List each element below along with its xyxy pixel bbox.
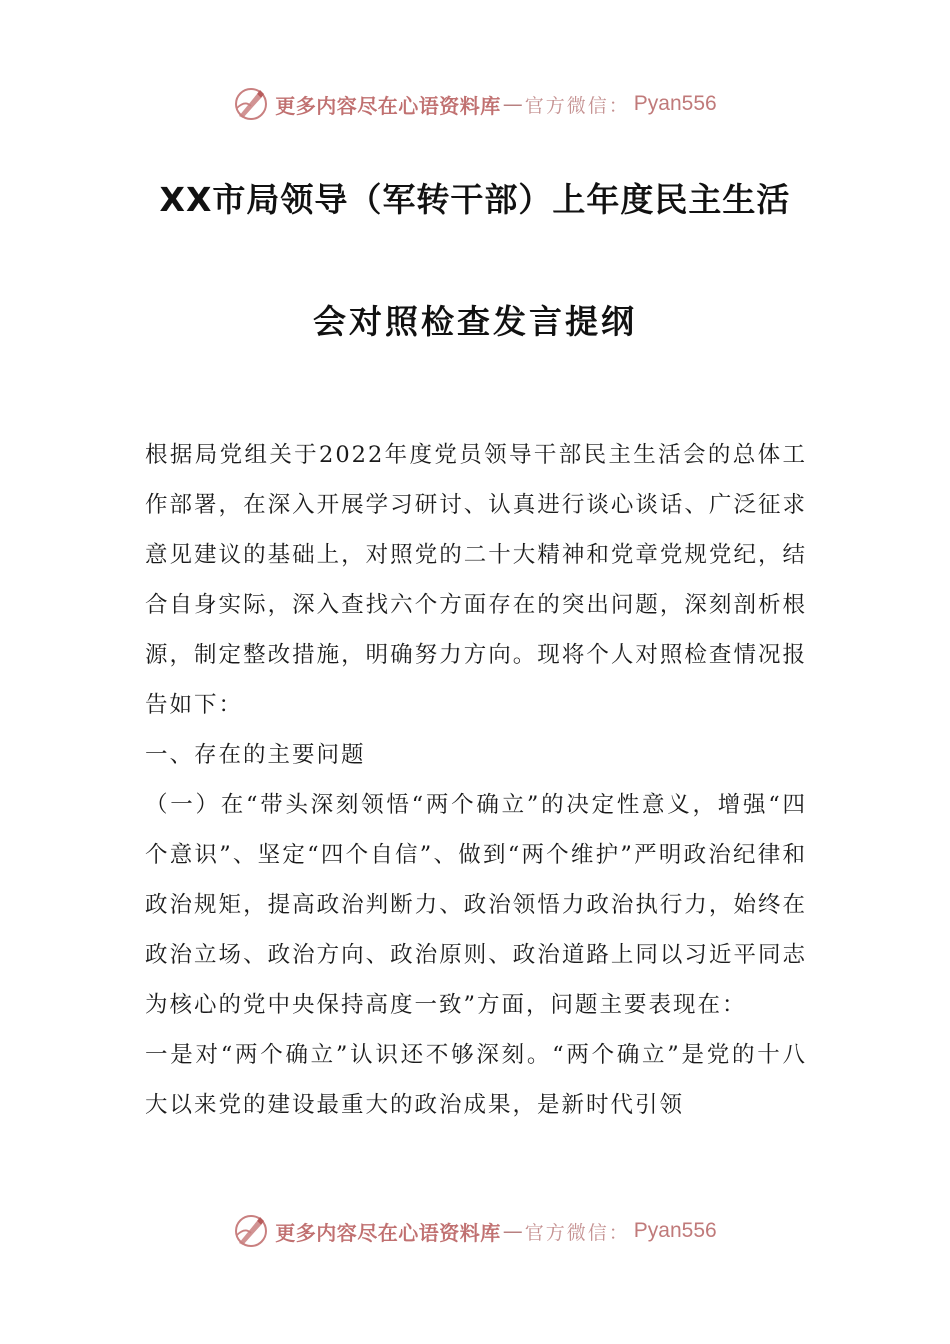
- pen-logo-icon: [233, 1213, 269, 1249]
- watermark-contact-label: 官方微信：: [524, 94, 630, 117]
- watermark-dash: —: [502, 1219, 523, 1243]
- watermark-contact-id: Pyan556: [633, 92, 717, 115]
- document-body: [145, 430, 807, 1130]
- watermark-banner-top: [0, 84, 950, 124]
- watermark-brand: 更多内容尽在心语资料库: [275, 93, 501, 118]
- watermark-dash: —: [502, 92, 523, 116]
- body-section-heading: 一、存在的主要问题: [145, 742, 366, 768]
- body-paragraph-item-1: （一）在“带头深刻领悟“两个确立”的决定性意义，增强“四个意识”、坚定“四个自信”、做到“两个维护”严明政治纪律和政治规矩，提高政治判断力、政治领悟力政治执行力，始终在政治立场、政治方向、政治原则、政治道路上同以习近平同志为核心的党中央保持高度一致”方面，问题主要表现在：: [145, 792, 807, 1018]
- body-paragraph-point-1: 一是对“两个确立”认识还不够深刻。“两个确立”是党的十八大以来党的建设最重大的政治成果，是新时代引领: [145, 1042, 807, 1118]
- watermark-contact-label: 官方微信：: [524, 1221, 630, 1244]
- watermark-brand: 更多内容尽在心语资料库: [275, 1220, 501, 1245]
- body-paragraph-intro: 根据局党组关于2022年度党员领导干部民主生活会的总体工作部署，在深入开展学习研讨、认真进行谈心谈话、广泛征求意见建议的基础上，对照党的二十大精神和党章党规党纪，结合自身实际，深入查找六个方面存在的突出问题，深刻剖析根源，制定整改措施，明确努力方向。现将个人对照检查情况报告如下：: [145, 442, 807, 718]
- pen-logo-icon: [233, 86, 269, 122]
- watermark-contact-id: Pyan556: [633, 1219, 717, 1242]
- document-title-line-2: 会对照检查发言提纲: [313, 302, 637, 341]
- watermark-banner-bottom: [0, 1211, 950, 1251]
- document-title-line-1: XX市局领导（军转干部）上年度民主生活: [159, 180, 791, 219]
